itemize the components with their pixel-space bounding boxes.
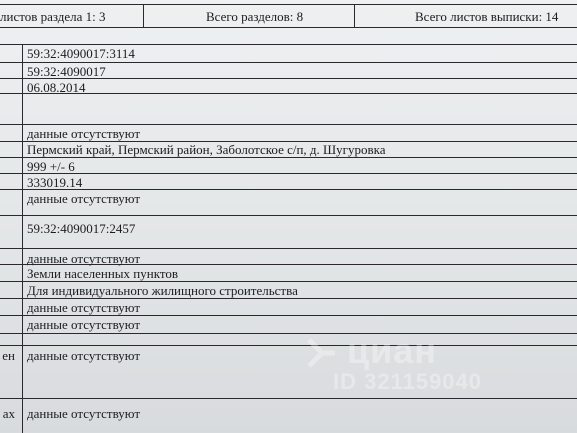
area: 999 +/- 6 [27,159,75,174]
cian-watermark [305,332,577,404]
table-rule [0,62,577,63]
section-sheet-number: листов раздела 1: 3 [0,9,106,24]
cian-logo-icon [305,336,339,370]
column-divider [22,44,23,433]
table-rule [0,4,577,5]
table-cell: данные отсутствуют [27,300,141,315]
table-rule [0,189,577,190]
row-label: ах [2,406,15,421]
table-rule [0,44,577,45]
table-rule [0,27,577,28]
table-rule [0,248,577,249]
table-rule [0,124,577,125]
table-cell: данные отсутствуют [27,317,141,332]
permitted-use: Для индивидуального жилищного строительства [27,283,298,298]
table-cell: данные отсутствуют [27,348,141,363]
address: Пермский край, Пермский район, Заболотское с/п, д. Шугуровка [27,142,386,157]
watermark-brand: циан [347,330,438,371]
table-cell: данные отсутствуют [27,126,141,141]
table-cell: данные отсутствуют [27,191,141,206]
header-divider [354,4,355,27]
table-rule [0,345,577,346]
table-rule [0,157,577,158]
row-label: ен [2,348,15,363]
linked-object-number: 59:32:4090017:2457 [27,221,136,236]
watermark-id: ID 321159040 [333,369,483,394]
table-cell: данные отсутствуют [27,406,141,421]
table-rule [0,398,577,399]
land-category: Земли населенных пунктов [27,266,178,281]
table-rule [0,173,577,174]
total-sheets: Всего листов выписки: 14 [415,9,559,24]
table-rule [0,281,577,282]
table-rule [0,215,577,216]
table-rule [0,298,577,299]
table-rule [0,93,577,94]
cadastral-quarter: 59:32:4090017 [27,64,106,79]
cadastral-number: 59:32:4090017:3114 [27,46,135,61]
total-sections: Всего разделов: 8 [206,9,304,24]
registration-date: 06.08.2014 [27,80,86,95]
cadastral-value: 333019.14 [27,175,83,190]
header-divider [143,4,144,27]
table-rule [0,333,577,334]
table-rule [0,315,577,316]
table-cell: данные отсутствуют [27,251,141,266]
